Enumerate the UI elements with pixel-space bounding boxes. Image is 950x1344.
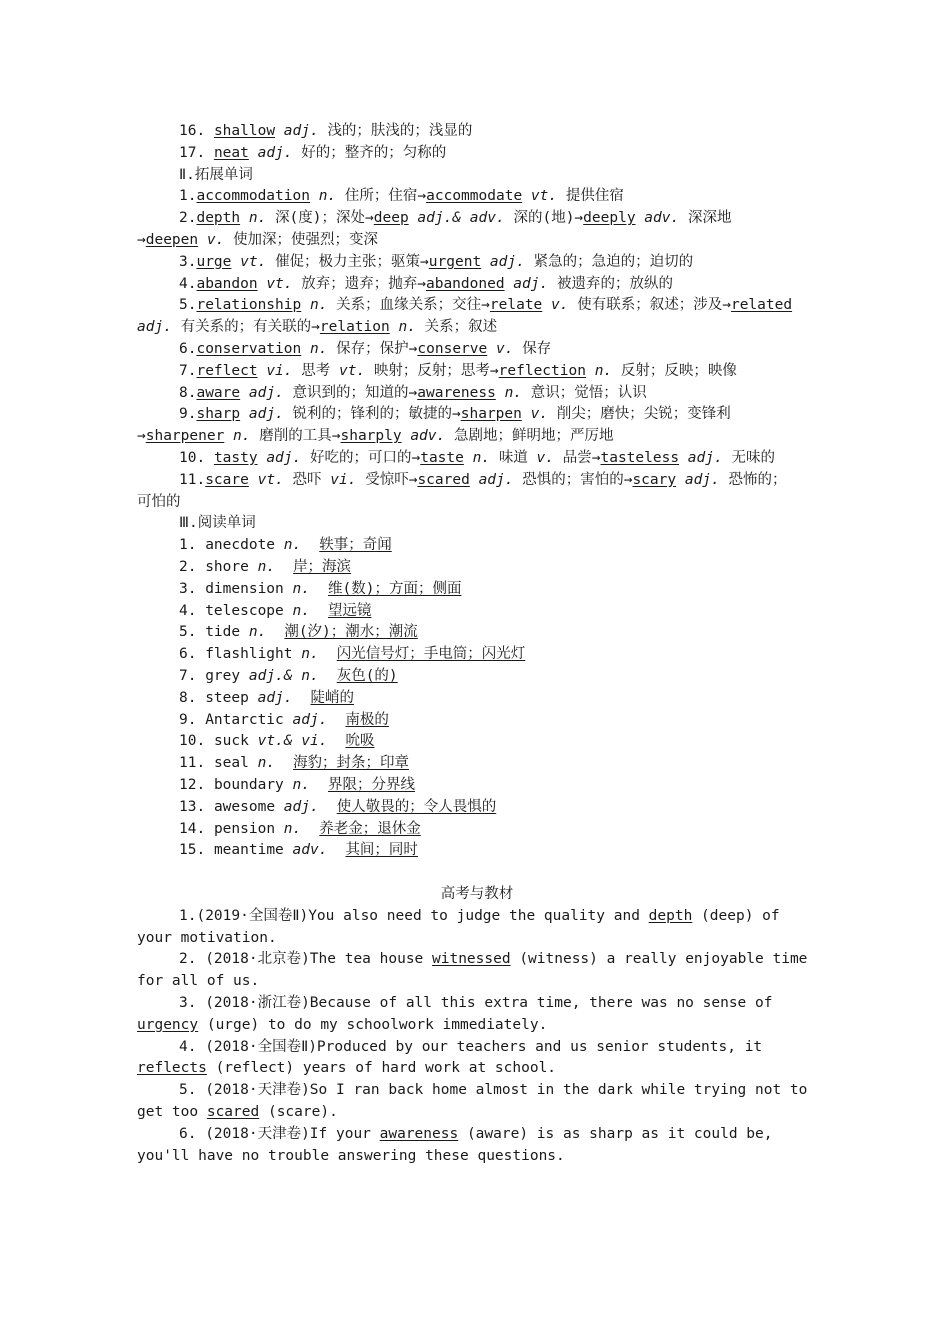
reading-word: shore bbox=[205, 558, 249, 575]
reading-definition: 吮吸 bbox=[345, 733, 375, 750]
exam-answer: witnessed bbox=[432, 951, 511, 968]
reading-item bbox=[137, 644, 817, 666]
item-number: 5. bbox=[179, 624, 197, 641]
exam-answer: depth bbox=[648, 907, 693, 924]
exam-text: get too bbox=[137, 1104, 207, 1121]
item-number: 11. bbox=[179, 755, 206, 772]
reading-term bbox=[179, 753, 275, 775]
exam-text: your motivation. bbox=[137, 929, 277, 946]
exam-text: 2. (2018·北京卷)The tea house bbox=[179, 951, 433, 968]
reading-term bbox=[179, 579, 310, 601]
item-number: 14. bbox=[179, 820, 206, 837]
item-number: 15. bbox=[179, 842, 206, 859]
exam-item bbox=[137, 1037, 817, 1059]
exam-item-cont bbox=[137, 1015, 817, 1037]
reading-word: dimension bbox=[205, 580, 284, 597]
ext-item-4: 4.abandon vt. 放弃；遗弃；抛弃→abandoned adj. 被遗弃的；放纵的 bbox=[179, 275, 673, 292]
exam-text: (aware) is as sharp as it could be, bbox=[458, 1125, 773, 1142]
ext-item-11: 11.scare vt. 恐吓 vi. 受惊吓→scared adj. 恐惧的；害怕的→scary adj. 恐怖的； bbox=[179, 471, 787, 488]
reading-word: anecdote bbox=[205, 537, 276, 554]
reading-term bbox=[179, 775, 310, 797]
vocab-word: neat bbox=[213, 144, 249, 161]
item-number: 7. bbox=[179, 667, 197, 684]
exam-item-cont bbox=[137, 1058, 817, 1080]
reading-item bbox=[137, 688, 817, 710]
part-of-speech: n. bbox=[257, 755, 276, 772]
reading-term bbox=[179, 840, 327, 862]
reading-item bbox=[137, 775, 817, 797]
reading-definition: 海豹；封条；印章 bbox=[293, 755, 410, 772]
exam-item-cont bbox=[137, 928, 817, 950]
item-number: 3. bbox=[179, 580, 197, 597]
reading-word: steep bbox=[205, 689, 249, 706]
exam-answer: scared bbox=[206, 1104, 260, 1121]
reading-term bbox=[179, 819, 301, 841]
part-of-speech: adj. bbox=[257, 144, 293, 161]
exam-item bbox=[137, 949, 817, 971]
exam-item bbox=[137, 993, 817, 1015]
exam-answer: awareness bbox=[379, 1125, 459, 1142]
reading-word: seal bbox=[213, 755, 249, 772]
reading-item bbox=[137, 579, 817, 601]
reading-term bbox=[179, 644, 319, 666]
reading-term bbox=[179, 622, 266, 644]
ext-item-5-cont: adj. 有关系的；有关联的→relation n. 关系；叙述 bbox=[137, 319, 498, 336]
reading-definition: 界限；分界线 bbox=[327, 776, 415, 793]
reading-word: grey bbox=[205, 667, 241, 684]
reading-definition: 使人敬畏的；令人畏惧的 bbox=[336, 798, 497, 815]
vocab-item-16: 16. shallow adj. 浅的；肤浅的；浅显的 bbox=[179, 123, 473, 139]
reading-definition: 潮(汐)；潮水；潮流 bbox=[284, 624, 418, 641]
ext-item-7: 7.reflect vi. 思考 vt. 映射；反射；思考→reflection n. 反射；反映；映像 bbox=[179, 362, 737, 379]
reading-word: telescope bbox=[205, 602, 284, 619]
item-number: 13. bbox=[179, 798, 206, 815]
exam-text: (reflect) years of hard work at school. bbox=[206, 1060, 557, 1077]
reading-term bbox=[179, 535, 301, 557]
part-of-speech: n. bbox=[301, 646, 319, 663]
section-title-extended: Ⅱ.拓展单词 bbox=[179, 166, 253, 183]
reading-word: awesome bbox=[213, 798, 276, 815]
exam-text: you'll have no trouble answering these questions. bbox=[137, 1147, 565, 1164]
item-number: 1. bbox=[179, 537, 197, 554]
part-of-speech: adj. bbox=[283, 798, 319, 815]
reading-definition: 望远镜 bbox=[327, 602, 372, 619]
ext-item-8: 8.aware adj. 意识到的；知道的→awareness n. 意识；觉悟；认识 bbox=[179, 384, 647, 401]
exam-item-cont bbox=[137, 971, 817, 993]
exam-item bbox=[137, 1124, 817, 1146]
exam-answer: urgency bbox=[137, 1016, 199, 1033]
exam-text: (witness) a really enjoyable time bbox=[510, 951, 808, 968]
reading-word: Antarctic bbox=[205, 711, 284, 728]
exam-item-cont bbox=[137, 1146, 817, 1168]
reading-item bbox=[137, 557, 817, 579]
item-number: 9. bbox=[179, 711, 197, 728]
reading-item bbox=[137, 601, 817, 623]
reading-item bbox=[137, 797, 817, 819]
reading-definition: 南极的 bbox=[345, 711, 389, 728]
exam-text: 3. (2018·浙江卷)Because of all this extra time, there was no sense of bbox=[179, 995, 773, 1012]
reading-item bbox=[137, 535, 817, 557]
part-of-speech: vt.& vi. bbox=[257, 733, 328, 750]
exam-section-title: 高考与教材 bbox=[440, 886, 514, 903]
reading-word: tide bbox=[205, 624, 241, 641]
reading-definition: 灰色(的) bbox=[336, 667, 398, 684]
vocab-word: shallow bbox=[213, 123, 276, 139]
exam-item bbox=[137, 1080, 817, 1102]
item-number: 6. bbox=[179, 646, 197, 663]
reading-definition: 轶事；奇闻 bbox=[319, 537, 392, 554]
reading-definition: 养老金；退休金 bbox=[319, 820, 421, 837]
reading-item bbox=[137, 710, 817, 732]
reading-definition: 维(数)；方面；侧面 bbox=[327, 580, 462, 597]
document-page bbox=[137, 121, 817, 1167]
reading-term bbox=[179, 666, 319, 688]
exam-item-cont bbox=[137, 1102, 817, 1124]
reading-item bbox=[137, 840, 817, 862]
exam-text: 1.(2019·全国卷Ⅱ)You also need to judge the quality and bbox=[179, 907, 649, 924]
part-of-speech: adj. bbox=[292, 711, 328, 728]
ext-item-2-cont: →deepen v. 使加深；使强烈；变深 bbox=[137, 231, 379, 248]
reading-word: meantime bbox=[213, 842, 284, 859]
reading-definition: 其间；同时 bbox=[345, 842, 418, 859]
reading-definition: 闪光信号灯；手电筒；闪光灯 bbox=[336, 646, 526, 663]
reading-term bbox=[179, 601, 310, 623]
reading-item bbox=[137, 731, 817, 753]
exam-text: (scare). bbox=[259, 1104, 338, 1121]
exam-text: (deep) of bbox=[692, 907, 780, 924]
part-of-speech: adv. bbox=[292, 842, 328, 859]
reading-term bbox=[179, 557, 275, 579]
reading-definition: 陡峭的 bbox=[310, 689, 355, 706]
part-of-speech: n. bbox=[257, 558, 276, 575]
reading-word: flashlight bbox=[205, 646, 293, 663]
section-title-reading: Ⅲ.阅读单词 bbox=[179, 515, 256, 532]
exam-text: 6. (2018·天津卷)If your bbox=[179, 1125, 380, 1142]
item-number: 8. bbox=[179, 689, 197, 706]
part-of-speech: adj.& n. bbox=[248, 667, 319, 684]
reading-item bbox=[137, 666, 817, 688]
item-number: 12. bbox=[179, 776, 206, 793]
item-number: 4. bbox=[179, 602, 197, 619]
vocab-item-17: 17. neat adj. 好的；整齐的；匀称的 bbox=[179, 144, 447, 161]
part-of-speech: adj. bbox=[257, 689, 293, 706]
ext-item-2: 2.depth n. 深(度)；深处→deep adj.& adv. 深的(地)→deeply adv. 深深地 bbox=[179, 210, 732, 227]
item-number: 2. bbox=[179, 558, 197, 575]
reading-term bbox=[179, 797, 319, 819]
part-of-speech: n. bbox=[283, 820, 302, 837]
reading-item bbox=[137, 819, 817, 841]
definition: 好的；整齐的；匀称的 bbox=[301, 144, 447, 161]
reading-term bbox=[179, 710, 327, 732]
reading-list bbox=[137, 535, 817, 862]
part-of-speech: n. bbox=[292, 580, 310, 597]
ext-item-9-cont: →sharpener n. 磨削的工具→sharply adv. 急剧地；鲜明地；严厉地 bbox=[137, 428, 614, 445]
ext-item-9: 9.sharp adj. 锐利的；锋利的；敏捷的→sharpen v. 削尖；磨快；尖锐；变锋利 bbox=[179, 406, 731, 423]
part-of-speech: n. bbox=[248, 624, 267, 641]
ext-item-10: 10. tasty adj. 好吃的；可口的→taste n. 味道 v. 品尝→tasteless adj. 无味的 bbox=[179, 449, 775, 466]
reading-item bbox=[137, 622, 817, 644]
reading-term bbox=[179, 688, 293, 710]
reading-word: boundary bbox=[213, 776, 284, 793]
exam-list bbox=[137, 906, 817, 1168]
exam-text: (urge) to do my schoolwork immediately. bbox=[198, 1016, 548, 1033]
ext-item-11-cont: 可怕的 bbox=[137, 493, 181, 510]
ext-item-3: 3.urge vt. 催促；极力主张；驱策→urgent adj. 紧急的；急迫的；迫切的 bbox=[179, 253, 694, 270]
reading-item bbox=[137, 753, 817, 775]
exam-text: for all of us. bbox=[137, 973, 260, 990]
exam-text: 4. (2018·全国卷Ⅱ)Produced by our teachers and us senior students, it bbox=[179, 1038, 763, 1055]
part-of-speech: adj. bbox=[283, 123, 319, 139]
exam-text: 5. (2018·天津卷)So I ran back home almost in the dark while trying not to bbox=[179, 1082, 808, 1099]
reading-word: suck bbox=[213, 733, 249, 750]
ext-item-6: 6.conservation n. 保存；保护→conserve v. 保存 bbox=[179, 340, 552, 357]
definition: 浅的；肤浅的；浅显的 bbox=[327, 123, 473, 139]
part-of-speech: n. bbox=[292, 602, 310, 619]
reading-definition: 岸；海滨 bbox=[293, 558, 352, 575]
exam-answer: reflects bbox=[137, 1060, 207, 1077]
exam-item bbox=[137, 906, 817, 928]
part-of-speech: n. bbox=[292, 776, 310, 793]
reading-term bbox=[179, 731, 327, 753]
reading-word: pension bbox=[213, 820, 276, 837]
ext-item-5: 5.relationship n. 关系；血缘关系；交往→relate v. 使有联系；叙述；涉及→related bbox=[179, 297, 793, 314]
item-number: 10. bbox=[179, 733, 206, 750]
spacer bbox=[137, 862, 817, 884]
part-of-speech: n. bbox=[283, 537, 302, 554]
ext-item-1: 1.accommodation n. 住所；住宿→accommodate vt. 提供住宿 bbox=[179, 188, 624, 205]
